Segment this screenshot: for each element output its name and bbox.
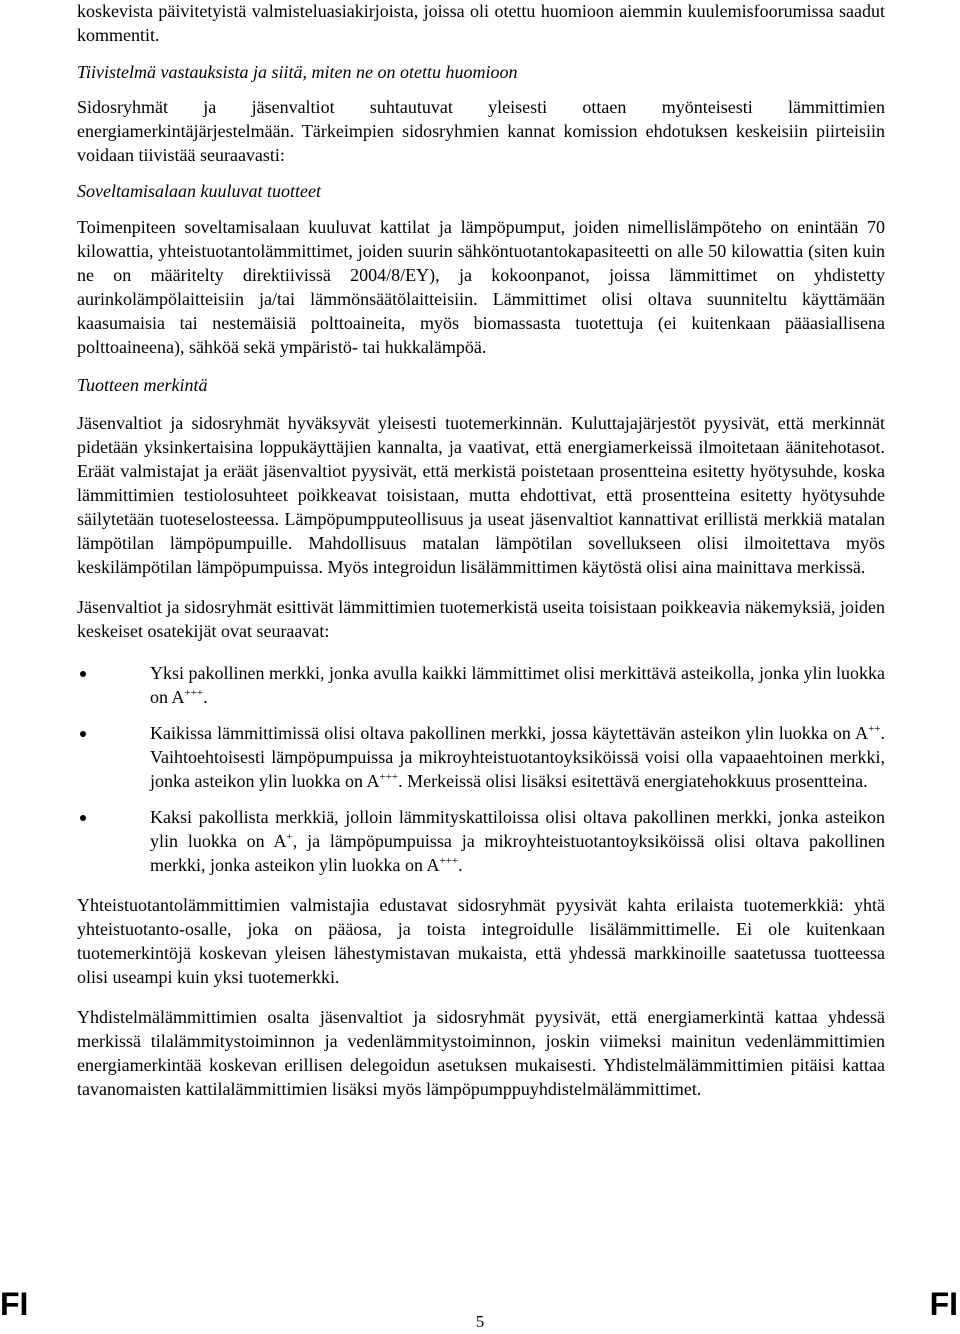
label-options-list	[77, 661, 885, 877]
document-page	[77, 0, 885, 1101]
class-superscript: +	[286, 831, 293, 843]
combination-heater-paragraph: Yhdistelmälämmittimien osalta jäsenvaltiot ja sidosryhmät pyysivät, että energiamerkintä kattaa yhdessä merkissä tilalämmitystoiminnon ja vedenlämmitystoiminnon, joskin viimeksi mainitun vedenlämmittimien energiamerkintää koskevan erillisen delegoidun asetuksen mukaisesti. Yhdistelmälämmittimien pitäisi kattaa tavanomaisten kattilalämmittimien lisäksi myös lämpöpumppuyhdistelmälämmittimet.	[77, 1007, 885, 1099]
continuation-paragraph: koskevista päivitetyistä valmisteluasiakirjoista, joissa oli otettu huomioon aiemmin kuulemisfoorumissa saadut kommentit.	[77, 1, 885, 45]
class-superscript: ++	[868, 723, 881, 735]
class-superscript: +++	[439, 855, 459, 867]
list-item-text: , ja lämpöpumpuissa ja mikroyhteistuotantoyksiköissä olisi oltava pakollinen merkki, jonka asteikon ylin luokka on A	[150, 831, 886, 875]
section-heading-summary: Tiivistelmä vastauksista ja siitä, miten ne on otettu huomioon	[77, 62, 518, 82]
list-item-text: .	[203, 687, 208, 707]
list-item-text: Yksi pakollinen merkki, jonka avulla kaikki lämmittimet olisi merkittävä asteikolla, jonka ylin luokka on A	[150, 663, 885, 707]
class-superscript: +++	[379, 771, 399, 783]
list-item-text: . Vaihtoehtoisesti lämpöpumpuissa ja mikroyhteistuotantoyksiköissä voisi olla vapaaehtoinen merkki, jonka asteikon ylin luokka on A	[150, 723, 885, 791]
labelling-paragraph-2: Jäsenvaltiot ja sidosryhmät esittivät lämmittimien tuotemerkistä useita toisistaan poikkeavia näkemyksiä, joiden keskeiset osatekijät ovat seuraavat:	[77, 597, 885, 641]
cogeneration-paragraph: Yhteistuotantolämmittimien valmistajia edustavat sidosryhmät pyysivät kahta erilaista tuotemerkkiä: yhtä yhteistuotanto-osalle, joka on pääosa, ja toista integroidulle lisälämmittimelle. Ei ole kuitenkaan tuotemerkintöjä koskevan yleisen lähestymistavan mukaista, että yhdessä markkinoille saatetussa tuotteessa olisi useampi kuin yksi tuotemerkki.	[77, 895, 885, 987]
list-item	[77, 721, 885, 793]
list-item	[77, 805, 885, 877]
list-item-text: .	[458, 855, 463, 875]
bullet-icon	[80, 815, 86, 821]
class-superscript: +++	[184, 687, 204, 699]
scope-paragraph: Toimenpiteen soveltamisalaan kuuluvat kattilat ja lämpöpumput, joiden nimellislämpöteho on enintään 70 kilowattia, yhteistuotantolämmittimet, joiden suurin sähköntuotantokapasiteetti on alle 50 kilowattia (siten kuin ne on määritelty direktiivissä 2004/8/EY), ja kokoonpanot, joissa lämmittimet on yhdistetty aurinkolämpölaitteisiin ja/tai lämmönsäätölaitteisiin. Lämmittimet olisi oltava suunniteltu käyttämään kaasumaisia tai nestemäisiä polttoaineita, myös biomassasta tuotettuja (ei kuitenkaan pääasiallisena polttoaineena), sähköä sekä ympäristö- tai hukkalämpöä.	[77, 217, 885, 357]
list-item-text: Kaikissa lämmittimissä olisi oltava pakollinen merkki, jossa käytettävän asteikon ylin luokka on A	[150, 723, 869, 743]
language-code-right: FI	[929, 1286, 958, 1322]
bullet-icon	[80, 731, 86, 737]
language-code-left: FI	[0, 1286, 29, 1322]
bullet-icon	[80, 671, 86, 677]
labelling-paragraph-1: Jäsenvaltiot ja sidosryhmät hyväksyvät yleisesti tuotemerkinnän. Kuluttajajärjestöt pyysivät, että merkinnät pidetään yksinkertaisina loppukäyttäjien kannalta, ja vaativat, että energiamerkeissä ilmoitetaan äänitehotasot. Eräät valmistajat ja eräät jäsenvaltiot pyysivät, että merkistä poistetaan prosentteina esitetty hyötysuhde, koska lämmittimien testiolosuhteet poikkeavat toisistaan, mutta ehdottivat, että prosentteina esitetty hyötysuhde säilytetään tuoteselosteessa. Lämpöpumpputeollisuus ja useat jäsenvaltiot kannattivat erillistä merkkiä matalan lämpötilan lämpöpumpuille. Mahdollisuus matalan lämpötilan sovellukseen olisi ilmoitettava myös keskilämpötilan lämpöpumpuissa. Myös integroidun lisälämmittimen käytöstä olisi aina mainittava merkissä.	[77, 413, 885, 577]
section-heading-labelling: Tuotteen merkintä	[77, 375, 208, 395]
section-heading-scope: Soveltamisalaan kuuluvat tuotteet	[77, 181, 321, 201]
list-item-text: Kaksi pakollista merkkiä, jolloin lämmityskattiloissa olisi oltava pakollinen merkki, jonka asteikon ylin luokka on A	[150, 807, 885, 851]
list-item	[77, 661, 885, 709]
list-item-text: . Merkeissä olisi lisäksi esitettävä energiatehokkuus prosentteina.	[398, 771, 868, 791]
summary-paragraph: Sidosryhmät ja jäsenvaltiot suhtautuvat yleisesti ottaen myönteisesti lämmittimien energiamerkintäjärjestelmään. Tärkeimpien sidosryhmien kannat komission ehdotuksen keskeisiin piirteisiin voidaan tiivistää seuraavasti:	[77, 97, 885, 165]
page-number: 5	[475, 1312, 485, 1331]
